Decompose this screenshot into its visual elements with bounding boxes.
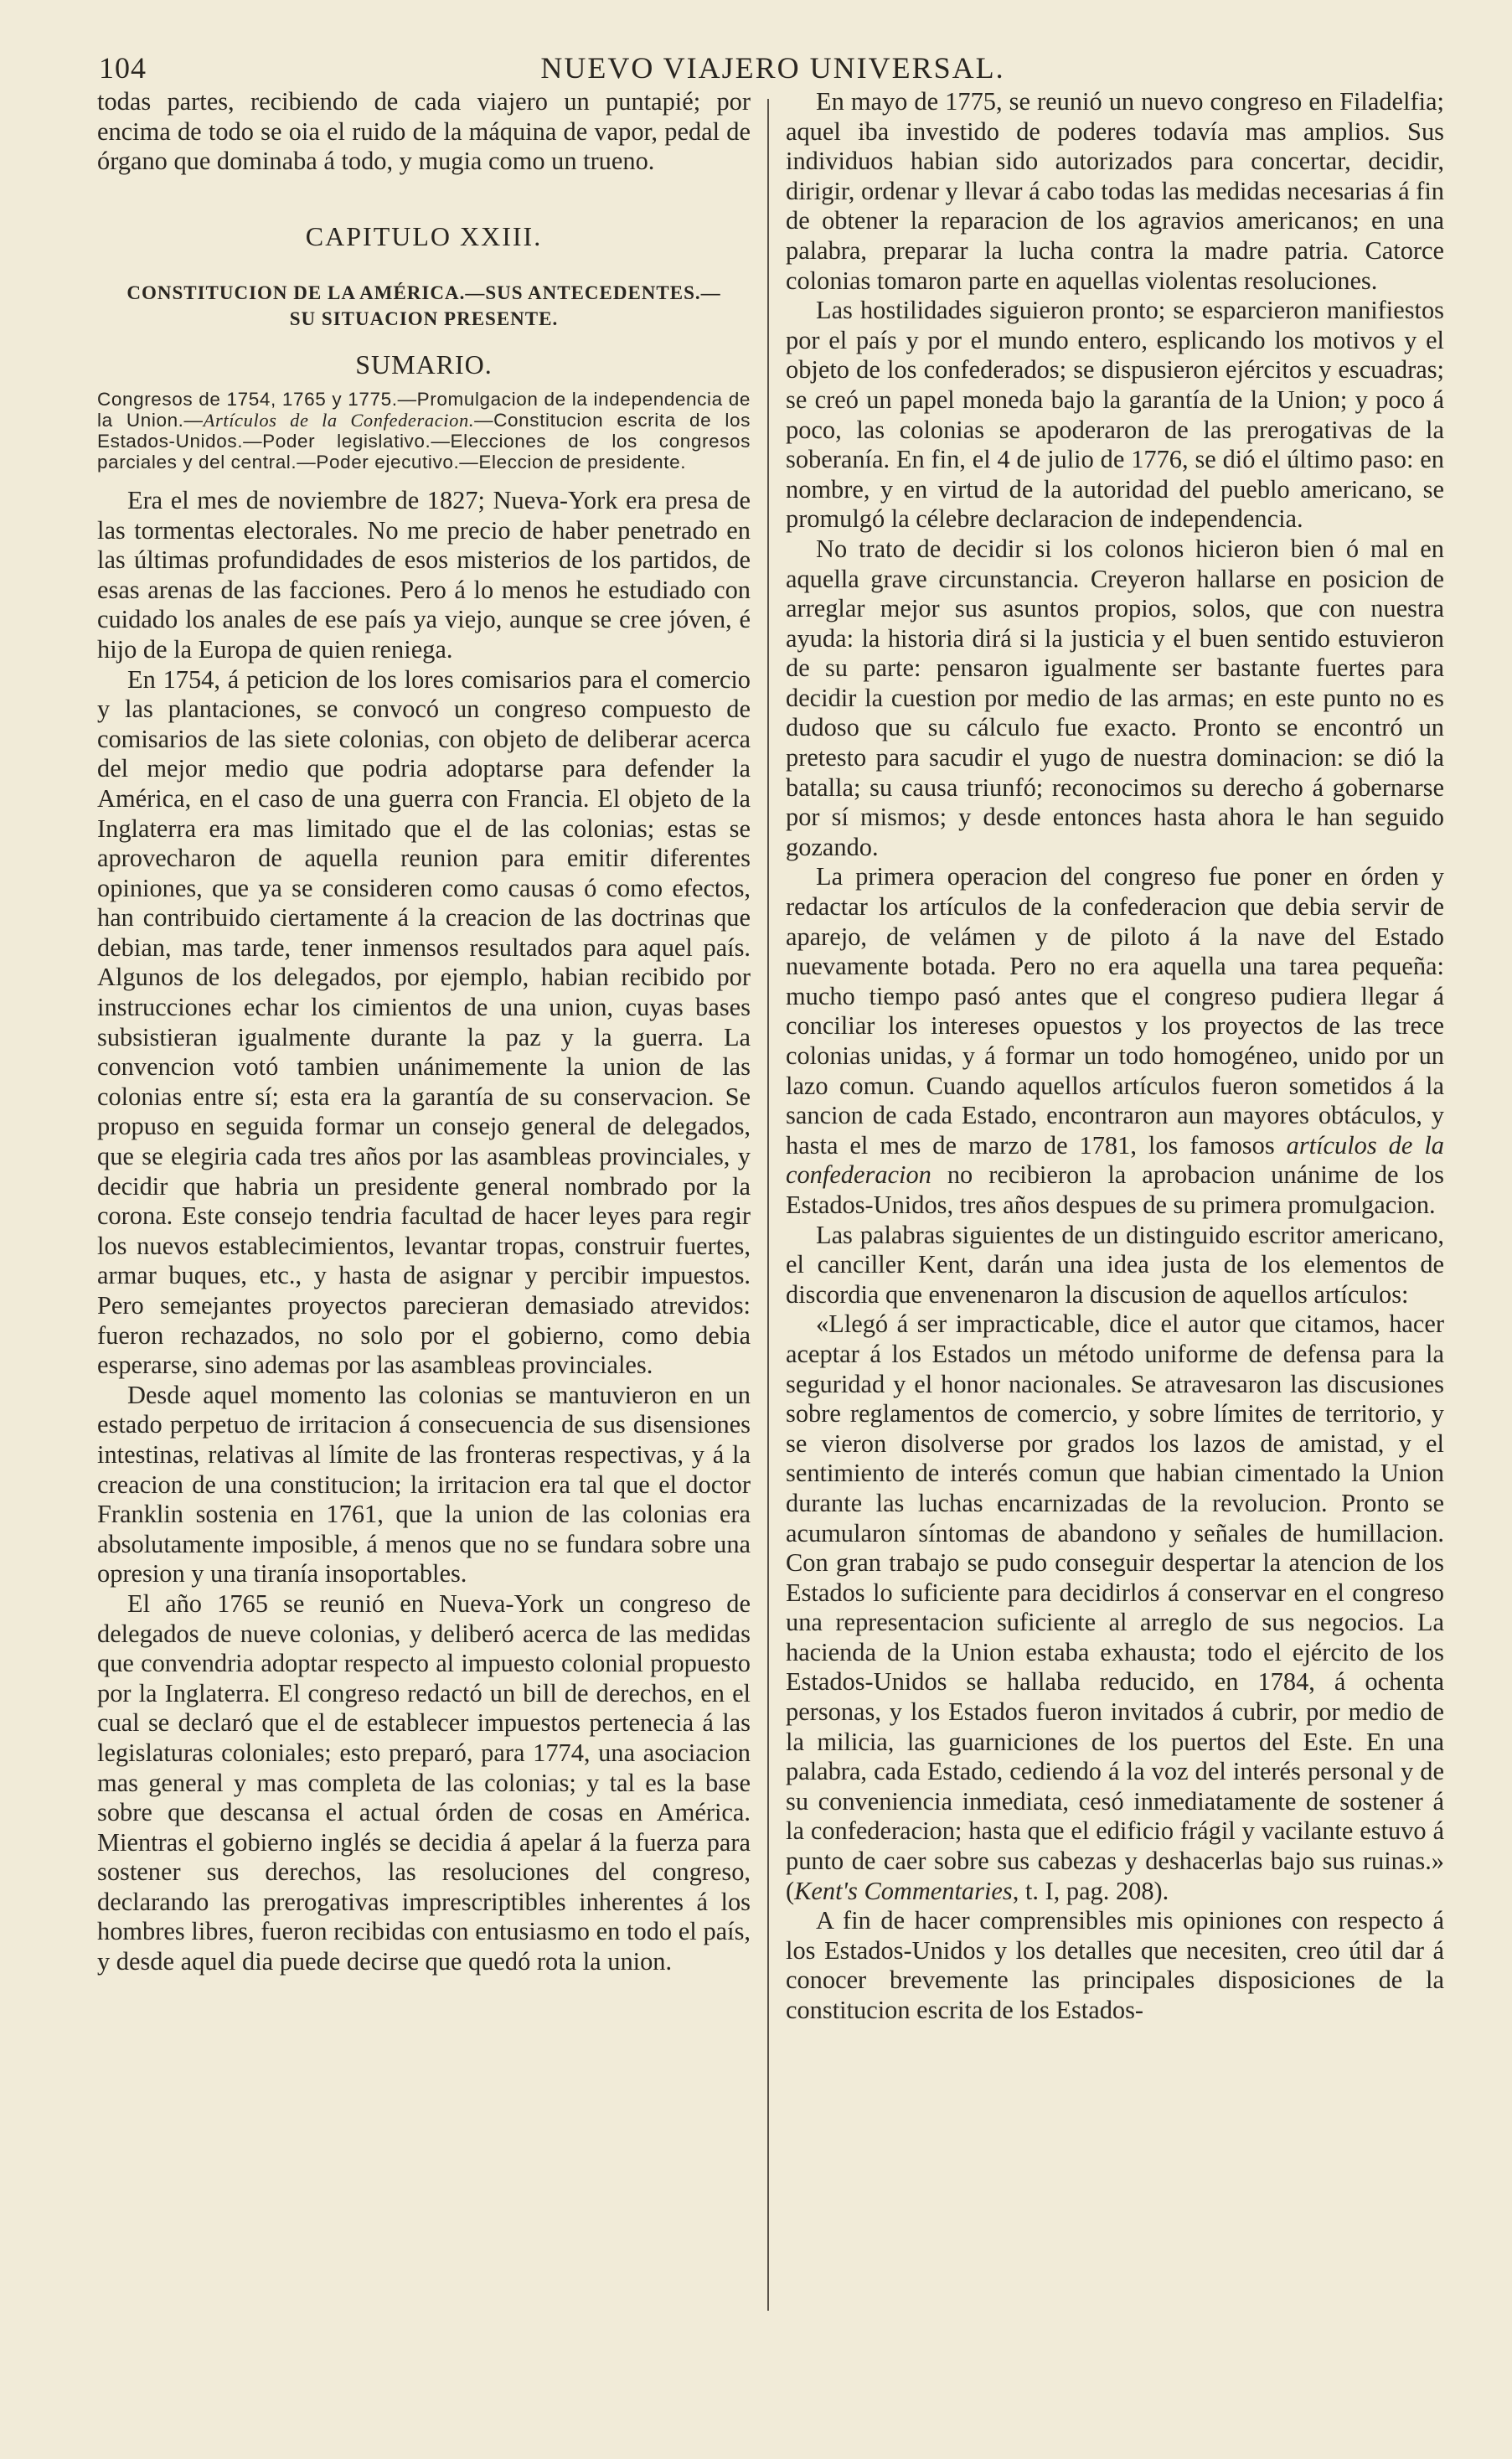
paragraph: A fin de hacer comprensibles mis opiniones con respecto á los Estados-Unidos y los detalles que necesiten, creo útil dar á conocer brevemente las principales disposiciones de la constitucion escrita de los Estados- [786,1906,1444,2024]
paragraph: Las palabras siguientes de un distinguido escritor americano, el canciller Kent, darán una idea justa de los elementos de discordia que envenenaron la discusion de aquellos artículos: [786,1220,1444,1309]
paragraph-text: no recibieron la aprobacion unánime de los Estados-Unidos, tres años despues de su primera promulgacion. [786,1160,1444,1219]
left-column [97,87,751,1977]
paragraph: No trato de decidir si los colonos hicieron bien ó mal en aquella grave circunstancia. Creyeron hallarse en posicion de arreglar mejor sus asuntos propios, solos, que con nuestra ayuda: la historia dirá si la justicia y el buen sentido estuvieron de su parte: pensaron igualmente ser bastante fuertes para decidir la cuestion por medio de las armas; en este punto no es dudoso que su cálculo fue exacto. Pronto se encontró un pretesto para sacudir el yugo de nuestra dominacion: se dió la batalla; su causa triunfó; reconocimos su derecho á gobernarse por sí mismos; y desde entonces hasta ahora le han seguido gozando. [786,534,1444,861]
citation-detail: , t. I, pag. 208). [1012,1876,1169,1905]
citation-title: Kent's Commentaries [794,1876,1013,1905]
paragraph: El año 1765 se reunió en Nueva-York un congreso de delegados de nueve colonias, y deliberó acerca de las medidas que convendria adoptar respecto al impuesto colonial propuesto por la Inglaterra. El congreso redactó un bill de derechos, en el cual se declaró que el de establecer impuestos pertenecia á las legislaturas coloniales; esto preparó, para 1774, una asociacion mas general y mas completa de las colonias; y tal es la base sobre que descansa el actual órden de cosas en América. Mientras el gobierno inglés se decidia á apelar á la fuerza para sostener sus derechos, las resoluciones del congreso, declarando las prerogativas imprescriptibles inherentes á los hombres libres, fueron recibidas con entusiasmo en todo el país, y desde aquel dia puede decirse que quedó rota la union. [97,1589,751,1976]
chapter-subtitle [97,280,751,332]
summary-part-1: Congresos de 1754, 1765 y 1775.—Promulgacion de la independencia de la Union.— [97,388,751,431]
paragraph [786,862,1444,1220]
summary-italic: Artículos de la Confederacion. [203,409,475,431]
italic-phrase: artículos de la confederacion [786,1130,1444,1190]
paragraph: En 1754, á peticion de los lores comisarios para el comercio y las plantaciones, se convocó un congreso compuesto de comisarios de las siete colonias, con objeto de deliberar acerca del mejor medio que podria adoptarse para defender la América, en el caso de una guerra con Francia. El objeto de la Inglaterra era mas limitado que el de las colonias; estas se aprovecharon de aquella reunion para emitir diferentes opiniones, que ya se consideren como causas ó como efectos, han contribuido ciertamente á la creacion de las doctrinas que debian, mas tarde, tener inmensos resultados para aquel país. Algunos de los delegados, por ejemplo, habian recibido por instrucciones echar los cimientos de una union, cuyas bases subsistieran igualmente durante la paz y la guerra. La convencion votó tambien unánimemente la union de las colonias entre sí; esta era la garantía de su conservacion. Se propuso en seguida formar un consejo general de delegados, que se elegiria cada tres años por las asambleas provinciales, y decidir que habria un presidente general nombrado por la corona. Este consejo tendria facultad de hacer leyes para regir los nuevos establecimientos, levantar tropas, construir fuertes, armar buques, etc., y hasta de asignar y percibir impuestos. Pero semejantes proyectos parecieran demasiado atrevidos: fueron rechazados, no solo por el gobierno, como debia esperarse, sino ademas por las asambleas provinciales. [97,664,751,1380]
quotation-text: «Llegó á ser impracticable, dice el autor que citamos, hacer aceptar á los Estados un método uniforme de defensa para la seguridad y el honor nacionales. Se atravesaron las discusiones sobre reglamentos de comercio, y sobre límites de territorio, y se vieron disolverse por grados los lazos de amistad, y el sentimiento de interés comun que habian cimentado la Union durante las luchas encarnizadas de la revolucion. Pronto se acumularon síntomas de abandono y señales de humillacion. Con gran trabajo se pudo conseguir despertar la atencion de los Estados lo suficiente para decidirlos á conservar en el congreso una representacion suficiente al arreglo de sus negocios. La hacienda de la Union estaba exhausta; todo el ejército de los Estados-Unidos se hallaba reducido, en 1784, á ochenta personas, y los Estados fueron invitados á cubrir, por medio de la milicia, las guarniciones de los puertos del Este. En una palabra, cada Estado, cediendo á la voz del interés personal y de su conveniencia inmediata, cesó inmediatamente de sostener á la confederacion; hasta que el edificio frágil y vacilante estuvo á punto de caer sobre sus cabezas y deshacerlas bajo sus ruinas.» ( [786,1310,1444,1905]
paragraph: Desde aquel momento las colonias se mantuvieron en un estado perpetuo de irritacion á consecuencia de sus disensiones intestinas, relativas al límite de las fronteras respectivas, y á la creacion de una constitucion; la irritacion era tal que el doctor Franklin sostenia en 1761, que la union de las colonias era absolutamente imposible, á menos que no se fundara sobre una opresion y una tiranía insoportables. [97,1380,751,1589]
chapter-subtitle-line-1: CONSTITUCION DE LA AMÉRICA.—SUS ANTECEDENTES.— [126,282,721,304]
quotation-paragraph [786,1310,1444,1906]
page-number: 104 [99,51,147,85]
summary-text [97,389,751,473]
chapter-subtitle-line-2: SU SITUACION PRESENTE. [289,308,559,330]
paragraph-text: La primera operacion del congreso fue poner en órden y redactar los artículos de la confederacion que debia servir de aparejo, de velámen y de piloto á la nave del Estado nuevamente botada. Pero no era aquella una tarea pequeña: mucho tiempo pasó antes que el congreso pudiera llegar á conciliar los intereses opuestos y los proyectos de las trece colonias unidas, y á formar un todo homogéneo, unido por un lazo comun. Cuando aquellos artículos fueron sometidos á la sancion de cada Estado, encontraron aun mayores obtáculos, y hasta el mes de marzo de 1781, los famosos [786,862,1444,1160]
summary-heading: SUMARIO. [355,349,493,380]
column-divider [767,99,769,2311]
running-title: NUEVO VIAJERO UNIVERSAL. [540,51,1005,85]
right-column [786,87,1444,2026]
paragraph-continued: todas partes, recibiendo de cada viajero un puntapié; por encima de todo se oia el ruido de la máquina de vapor, pedal de órgano que dominaba á todo, y mugia como un trueno. [97,87,751,176]
paragraph: Era el mes de noviembre de 1827; Nueva-York era presa de las tormentas electorales. No me precio de haber penetrado en las últimas profundidades de esos misterios de los partidos, de esas arenas de las facciones. Pero á lo menos he estudiado con cuidado los anales de ese país ya viejo, aunque se cree jóven, é hijo de la Europa de quien reniega. [97,485,751,664]
paragraph: En mayo de 1775, se reunió un nuevo congreso en Filadelfia; aquel iba investido de poderes todavía mas amplios. Sus individuos habian sido autorizados para concertar, decidir, dirigir, ordenar y llevar á cabo todas las medidas necesarias á fin de obtener la reparacion de los agravios americanos; en una palabra, preparar la lucha contra la madre patria. Catorce colonias tomaron parte en aquellas violentas resoluciones. [786,87,1444,295]
summary-part-2: —Constitucion escrita de los Estados-Unidos.—Poder legislativo.—Elecciones de los congresos parciales y del central.—Poder ejecutivo.—Eleccion de presidente. [97,409,751,473]
paragraph: Las hostilidades siguieron pronto; se esparcieron manifiestos por el país y por el mundo entero, esplicando los motivos y el objeto de los confederados; se dispusieron ejércitos y escuadras; se creó un papel moneda bajo la garantía de la Union; y poco á poco, las colonias se apoderaron de las prerogativas de la soberanía. En fin, el 4 de julio de 1776, se dió el último paso: en nombre, y en virtud de la autoridad del pueblo americano, se promulgó la célebre declaracion de independencia. [786,296,1444,534]
chapter-heading: CAPITULO XXIII. [305,220,543,251]
page-header [99,44,1447,85]
